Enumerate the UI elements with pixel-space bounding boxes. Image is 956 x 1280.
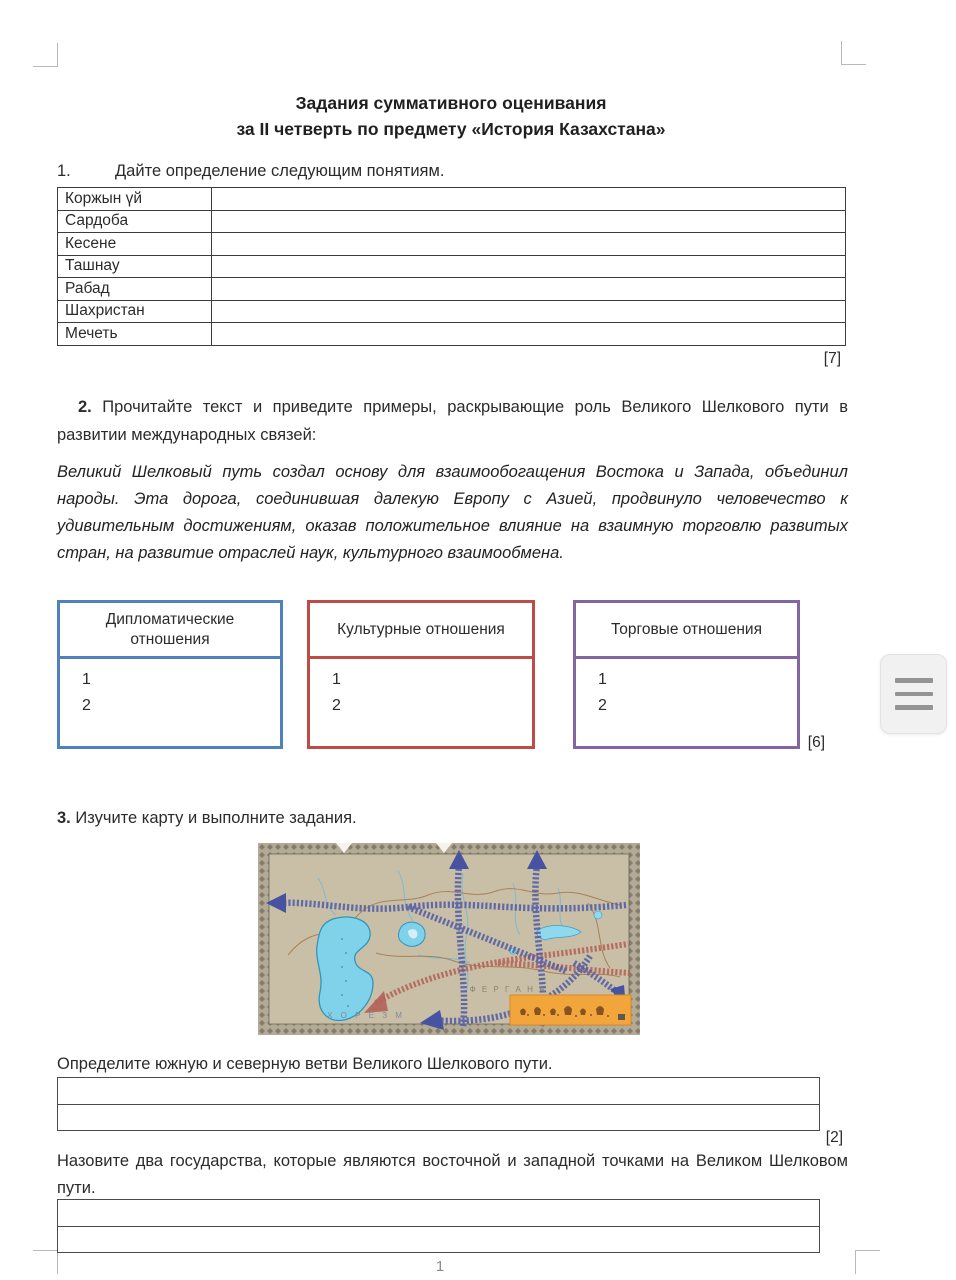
box-trade-relations bbox=[573, 600, 800, 749]
box-trade-header bbox=[576, 603, 797, 659]
box-trade-body bbox=[576, 659, 797, 719]
answer-cell bbox=[212, 255, 846, 278]
box-cultural-title: Культурные отношения bbox=[337, 620, 505, 638]
term-cell: Шахристан bbox=[58, 300, 212, 323]
answer-line bbox=[58, 1226, 820, 1253]
page-number: 1 bbox=[435, 1258, 445, 1275]
list-item: 1 bbox=[598, 671, 607, 688]
answer-row bbox=[58, 1200, 820, 1227]
table-row bbox=[58, 210, 846, 233]
box-cultural-header bbox=[310, 603, 532, 659]
document-title bbox=[57, 90, 845, 142]
answer-cell bbox=[212, 323, 846, 346]
question-3-number: 3. bbox=[57, 809, 71, 827]
answer-cell bbox=[212, 188, 846, 211]
answer-row bbox=[58, 1226, 820, 1253]
question-2-number: 2. bbox=[78, 398, 92, 416]
title-line-1: Задания суммативного оценивания bbox=[295, 93, 607, 113]
silk-road-passage: Великий Шелковый путь создал основу для взаимообогащения Востока и Запада, объединил народы. Эта дорога, соединившая далекую Европу с Азией, продвинуло человечество к удивительным достижениям, оказав положительное влияние на взаимную торговлю развитых стран, на развитие отраслей наук, культурного взаимообмена. bbox=[57, 463, 848, 562]
term-cell: Мечеть bbox=[58, 323, 212, 346]
list-item: 2 bbox=[598, 697, 607, 714]
answer-cell bbox=[212, 278, 846, 301]
term-cell: Коржын үй bbox=[58, 188, 212, 211]
question-1-number: 1. bbox=[57, 162, 71, 180]
answer-line bbox=[58, 1104, 820, 1131]
list-item: 2 bbox=[332, 697, 341, 714]
box-diplomatic-relations bbox=[57, 600, 283, 749]
table-row bbox=[58, 255, 846, 278]
box-diplomatic-body bbox=[60, 659, 280, 719]
answer-table-2 bbox=[57, 1199, 820, 1253]
question-1-prompt: Дайте определение следующим понятиям. bbox=[115, 162, 445, 180]
list-item: 1 bbox=[332, 671, 341, 688]
map-label-khorezm: Х О Р Е З М bbox=[327, 1011, 405, 1020]
question-3-heading bbox=[57, 809, 657, 828]
task-2-prompt: Назовите два государства, которые являются восточной и западной точками на Великом Шелковом пути. bbox=[57, 1152, 848, 1197]
table-row bbox=[58, 300, 846, 323]
answer-cell bbox=[212, 210, 846, 233]
question-2-prompt: Прочитайте текст и приведите примеры, раскрывающие роль Великого Шелкового пути в развитии международных связей: bbox=[57, 398, 849, 444]
term-cell: Ташнау bbox=[58, 255, 212, 278]
answer-row bbox=[58, 1078, 820, 1105]
table-row bbox=[58, 188, 846, 211]
table-row bbox=[58, 323, 846, 346]
box-cultural-body bbox=[310, 659, 532, 719]
crop-mark-top-left bbox=[33, 43, 58, 67]
answer-row bbox=[58, 1104, 820, 1131]
question-1-points: [7] bbox=[823, 350, 841, 367]
answer-cell bbox=[212, 300, 846, 323]
term-cell: Рабад bbox=[58, 278, 212, 301]
silk-road-map-image bbox=[258, 843, 640, 1035]
question-3-prompt: Изучите карту и выполните задания. bbox=[75, 809, 357, 827]
list-item: 2 bbox=[82, 697, 91, 714]
term-cell: Кесене bbox=[58, 233, 212, 256]
box-diplomatic-header bbox=[60, 603, 280, 659]
hamburger-icon bbox=[895, 692, 933, 697]
hamburger-icon bbox=[895, 678, 933, 683]
answer-line bbox=[58, 1200, 820, 1227]
terms-table bbox=[57, 187, 846, 346]
silk-road-map-svg bbox=[258, 843, 640, 1035]
task-1-points: [2] bbox=[825, 1129, 843, 1146]
list-item: 1 bbox=[82, 671, 91, 688]
question-2-points: [6] bbox=[807, 734, 825, 751]
table-row bbox=[58, 278, 846, 301]
answer-table-1 bbox=[57, 1077, 820, 1131]
menu-button[interactable] bbox=[880, 654, 947, 734]
task-1-prompt: Определите южную и северную ветви Великого Шелкового пути. bbox=[57, 1055, 553, 1073]
question-1-heading bbox=[57, 162, 845, 181]
title-line-2: за II четверть по предмету «История Казахстана» bbox=[236, 119, 666, 139]
table-row bbox=[58, 233, 846, 256]
map-label-fergana: Ф Е Р Г А Н А bbox=[469, 985, 547, 994]
box-trade-title: Торговые отношения bbox=[611, 620, 762, 638]
term-cell: Сардоба bbox=[58, 210, 212, 233]
hamburger-icon bbox=[895, 705, 933, 710]
answer-cell bbox=[212, 233, 846, 256]
box-diplomatic-title: Дипломатические отношения bbox=[105, 610, 235, 648]
crop-mark-top-right bbox=[841, 41, 866, 65]
box-cultural-relations bbox=[307, 600, 535, 749]
answer-line bbox=[58, 1078, 820, 1105]
question-2-heading bbox=[57, 393, 848, 449]
